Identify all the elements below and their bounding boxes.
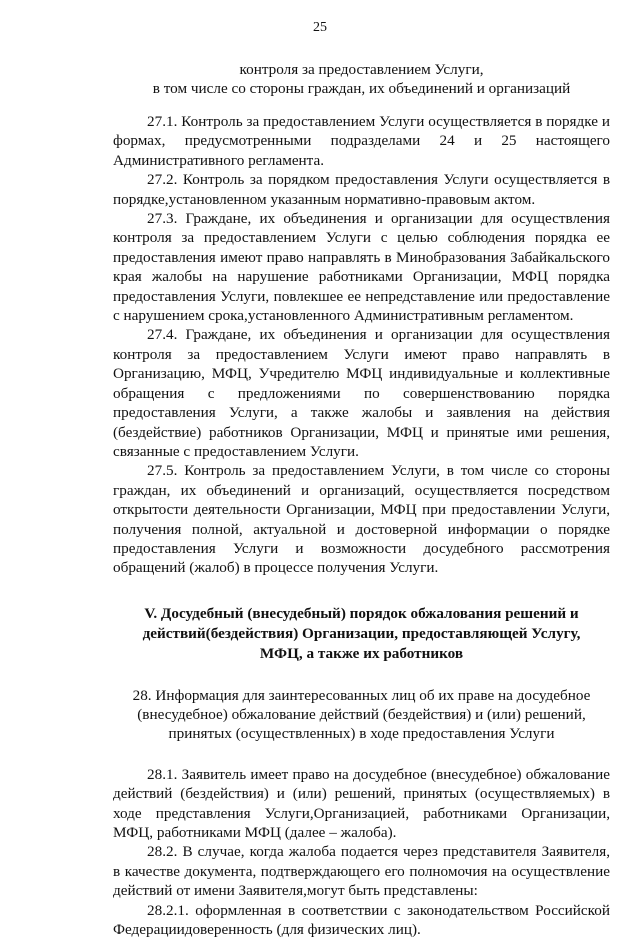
paragraph-27-4: 27.4. Граждане, их объединения и организации для осуществления контроля за предоставлением Услуги имеют право направлять в Организацию, МФЦ, Учредителю МФЦ индивидуальные и коллективные обращения с предложениями по совершенствованию порядка предоставления Услуги, а также жалобы и заявления на действия (бездействие) работников Организации, МФЦ и принятые ими решения, связанные с предоставлением Услуги. <box>113 326 610 460</box>
page-number: 25 <box>313 20 327 35</box>
document-body <box>113 60 610 939</box>
section-v-heading-line-1: V. Досудебный (внесудебный) порядок обжалования решений и <box>144 604 579 622</box>
paragraph-27-3: 27.3. Граждане, их объединения и организации для осуществления контроля за предоставлением Услуги с целью соблюдения порядка ее предоставления имеют право направлять в Минобразования Забайкальского края жалобы на нарушение работниками Организации, МФЦ порядка предоставления Услуги, повлекшее ее непредставление или предоставление с нарушением срока,установленного Административным регламентом. <box>113 210 610 325</box>
control-heading-line-1: контроля за предоставлением Услуги, <box>239 61 484 78</box>
section-v-heading-line-3: МФЦ, а также их работников <box>259 644 464 662</box>
paragraph-28-2: 28.2. В случае, когда жалоба подается через представителя Заявителя, в качестве документа, подтверждающего его полномочия на осуществление действий от имени Заявителя,могут быть представлены: <box>113 843 610 900</box>
control-heading-line-2: в том числе со стороны граждан, их объединений и организаций <box>152 80 571 97</box>
paragraph-28-2-1: 28.2.1. оформленная в соответствии с законодательством Российской Федерациидоверенность (для физических лиц). <box>113 901 610 938</box>
section-v-heading-line-2: действий(бездействия) Организации, предоставляющей Услугу, <box>142 624 581 642</box>
paragraph-27-5: 27.5. Контроль за предоставлением Услуги, в том числе со стороны граждан, их объединений и организаций, осуществляется посредством открытости деятельности Организации, МФЦ при предоставлении Услуги, получения полной, актуальной и достоверной информации о порядке предоставления Услуги и возможности досудебного рассмотрения обращений (жалоб) в процессе получения Услуги. <box>113 462 610 577</box>
paragraph-27-1: 27.1. Контроль за предоставлением Услуги осуществляется в порядке и формах, предусмотренными подразделами 24 и 25 настоящего Административного регламента. <box>113 113 610 169</box>
paragraph-27-2: 27.2. Контроль за порядком предоставления Услуги осуществляется в порядке,установленном указанным нормативно-правовым актом. <box>113 171 610 208</box>
subsection-28-heading-line-1: 28. Информация для заинтересованных лиц об их праве на досудебное <box>132 686 591 704</box>
subsection-28-heading-line-3: принятых (осуществленных) в ходе предоставления Услуги <box>168 724 555 742</box>
subsection-28-heading-line-2: (внесудебное) обжалование действий (бездействия) и (или) решений, <box>137 705 586 723</box>
paragraph-28-1: 28.1. Заявитель имеет право на досудебное (внесудебное) обжалование действий (бездействия) и (или) решений, принятых (осуществляемых) в ходе представления Услуги,Организацией, работниками Организации, МФЦ, работниками МФЦ (далее – жалоба). <box>113 765 610 841</box>
